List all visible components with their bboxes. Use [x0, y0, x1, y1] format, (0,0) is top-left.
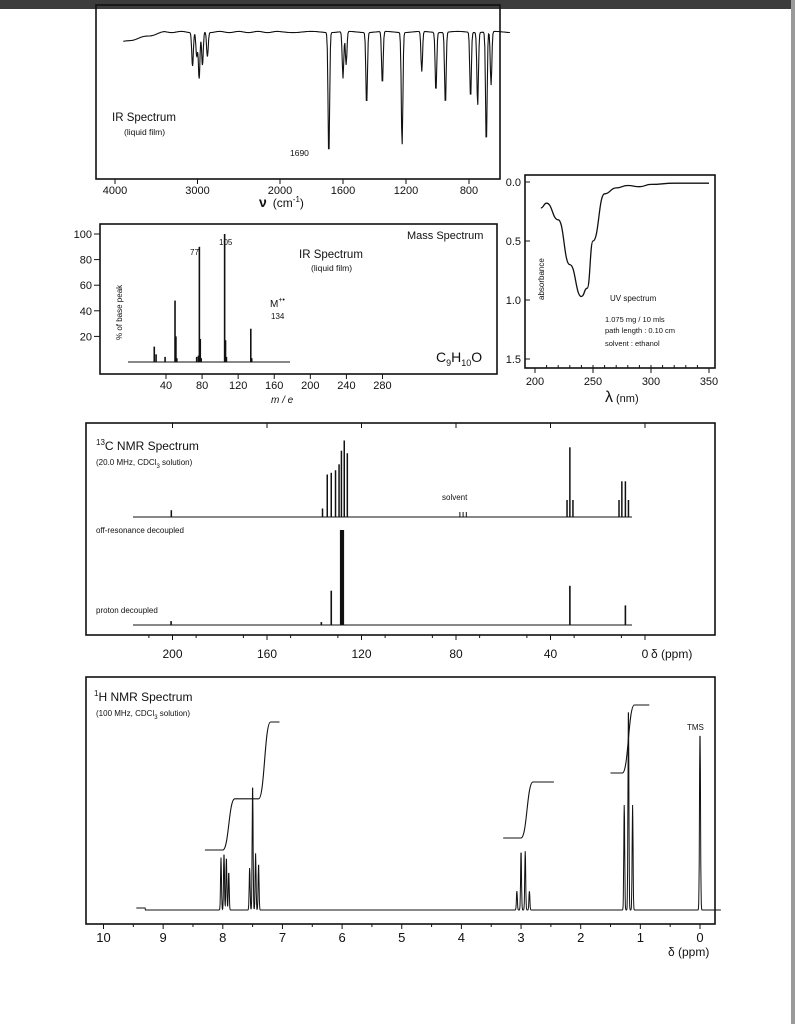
ms-x-tick-label: 240: [337, 380, 356, 392]
uv-solvent: solvent : ethanol: [605, 339, 660, 348]
c13-conditions: [96, 458, 193, 470]
ir-panel: [96, 5, 510, 210]
ms-y-tick-label: 60: [79, 280, 92, 293]
ms-x-tick-label: 160: [265, 380, 284, 392]
ir-tick-label: 3000: [185, 185, 210, 197]
ms-m-sup: +•: [278, 297, 285, 304]
ms-y-tick-label: 100: [73, 229, 92, 241]
h1-trace-line: [136, 713, 721, 910]
c13-tick-label: 40: [543, 647, 558, 661]
c13-title-text: C NMR Spectrum: [104, 439, 199, 453]
ms-bars: [154, 234, 251, 362]
ms-title: Mass Spectrum: [407, 230, 484, 242]
h1-title-text: H NMR Spectrum: [98, 690, 193, 704]
h1-integral-curve: [503, 782, 554, 838]
ms-molecular-ion-label: [270, 297, 285, 310]
ir-xlabel-exp: -1: [292, 195, 300, 204]
uv-conc: 1.075 mg / 10 mls: [605, 315, 665, 324]
uv-xlabel-text: (nm): [616, 393, 639, 405]
c13-cond-a: (20.0 MHz, CDCl: [96, 458, 157, 467]
c13-tick-label: 80: [449, 647, 463, 661]
ms-ir-title: IR Spectrum: [299, 249, 363, 261]
c13-offres-peaks: [171, 441, 628, 518]
ms-formula: [436, 349, 482, 368]
h1-axis-ticks: [96, 924, 703, 945]
ms-xlabel: m / e: [271, 395, 294, 406]
ms-y-tick-label: 40: [79, 305, 92, 318]
h1-panel: [86, 677, 721, 959]
uv-x-tick-label: 250: [583, 376, 603, 388]
h1-tick-label: 5: [398, 930, 406, 945]
uv-y-tick-label: 0.0: [505, 177, 521, 189]
ir-tick-label: 4000: [102, 185, 128, 197]
ms-peak-77: 77: [190, 248, 199, 257]
h1-tms-label: TMS: [687, 723, 704, 732]
formula-h: H: [451, 349, 462, 365]
ms-panel: [74, 224, 497, 406]
ms-peak-105: 105: [219, 238, 233, 247]
uv-title: UV spectrum: [610, 294, 657, 303]
ir-tick-label: 2000: [267, 185, 293, 197]
uv-y-tick-label: 0.5: [505, 236, 521, 248]
c13-solvent-label: solvent: [442, 493, 468, 502]
ms-x-tick-label: 120: [228, 380, 248, 392]
ir-xlabel-close: ): [299, 196, 304, 210]
c13-panel: [86, 423, 715, 661]
formula-c: C: [436, 349, 447, 365]
uv-panel: [506, 175, 718, 406]
h1-tick-label: 3: [517, 930, 525, 945]
uv-y-tick-label: 1.0: [505, 295, 521, 307]
uv-xlabel-symbol: λ: [605, 389, 613, 406]
ir-peak-label: 1690: [290, 148, 309, 158]
ir-subtitle: (liquid film): [124, 127, 166, 137]
ms-ylabel: % of base peak: [115, 284, 124, 340]
c13-cond-sub: 3: [156, 464, 160, 470]
c13-tick-label: 0: [641, 647, 649, 661]
ms-m-value: 134: [271, 312, 285, 321]
h1-cond-sub: 3: [154, 715, 158, 721]
h1-tick-label: 2: [577, 930, 585, 945]
ir-tick-label: 1600: [330, 185, 356, 197]
h1-tick-label: 10: [96, 930, 111, 945]
c13-cond-b: solution): [159, 458, 193, 467]
h1-cond-b: solution): [157, 709, 191, 718]
c13-title: [96, 438, 199, 453]
ms-x-tick-label: 280: [373, 380, 392, 392]
c13-xlabel: δ (ppm): [651, 647, 693, 661]
ms-m-label: M: [270, 299, 279, 310]
h1-tick-label: 7: [278, 930, 287, 945]
uv-ylabel: absorbance: [537, 258, 546, 300]
c13-title-sup: 13: [96, 438, 105, 447]
h1-xlabel: δ (ppm): [668, 945, 710, 959]
uv-x-tick-label: 200: [525, 376, 545, 388]
ir-tick-label: 800: [459, 185, 479, 197]
ms-x-tick-label: 200: [301, 380, 320, 392]
h1-integrals: [205, 705, 649, 850]
uv-xlabel: [605, 389, 639, 406]
uv-trace-line: [541, 183, 709, 296]
uv-x-tick-label: 350: [699, 376, 719, 388]
ir-axis-ticks: [103, 179, 478, 197]
h1-cond-a: (100 MHz, CDCl: [96, 709, 155, 718]
ir-title: IR Spectrum: [112, 112, 176, 124]
c13-tick-label: 200: [162, 647, 183, 661]
ms-ir-subtitle: (liquid film): [311, 263, 353, 273]
h1-title: [94, 689, 192, 704]
h1-integral-curve: [205, 722, 280, 850]
formula-o: O: [471, 349, 483, 365]
uv-x-tick-label: 300: [641, 376, 661, 388]
h1-tick-label: 0: [696, 930, 704, 945]
h1-integral-curve: [611, 705, 650, 773]
h1-tick-label: 8: [219, 930, 227, 945]
h1-tick-label: 9: [159, 930, 167, 945]
h1-title-sup: 1: [94, 689, 99, 698]
ms-y-tick-label: 80: [79, 254, 92, 267]
c13-offres-label: off-resonance decoupled: [96, 526, 184, 535]
h1-tick-label: 6: [338, 930, 346, 945]
uv-y-tick-label: 1.5: [505, 354, 521, 366]
ir-xlabel: [259, 194, 304, 210]
ir-xlabel-unit: (cm: [272, 196, 293, 210]
ms-y-tick-label: 20: [79, 331, 92, 344]
formula-h-sub: 10: [461, 358, 472, 368]
ms-x-tick-label: 80: [195, 380, 209, 392]
h1-conditions: [96, 709, 190, 721]
uv-path: path length : 0.10 cm: [605, 326, 676, 335]
ms-x-tick-label: 40: [159, 380, 173, 392]
h1-tick-label: 4: [457, 930, 466, 945]
c13-solvent-peaks: [460, 512, 466, 517]
c13-tick-label: 120: [351, 647, 372, 661]
c13-tick-label: 160: [256, 647, 278, 661]
ir-trace-line: [123, 31, 510, 148]
ir-xlabel-symbol: ν: [259, 194, 267, 210]
c13-proton-label: proton decoupled: [96, 606, 158, 615]
h1-tick-label: 1: [636, 930, 644, 945]
formula-c-sub: 9: [446, 358, 452, 368]
c13-proton-peaks: [171, 530, 625, 625]
ir-tick-label: 1200: [393, 185, 419, 197]
